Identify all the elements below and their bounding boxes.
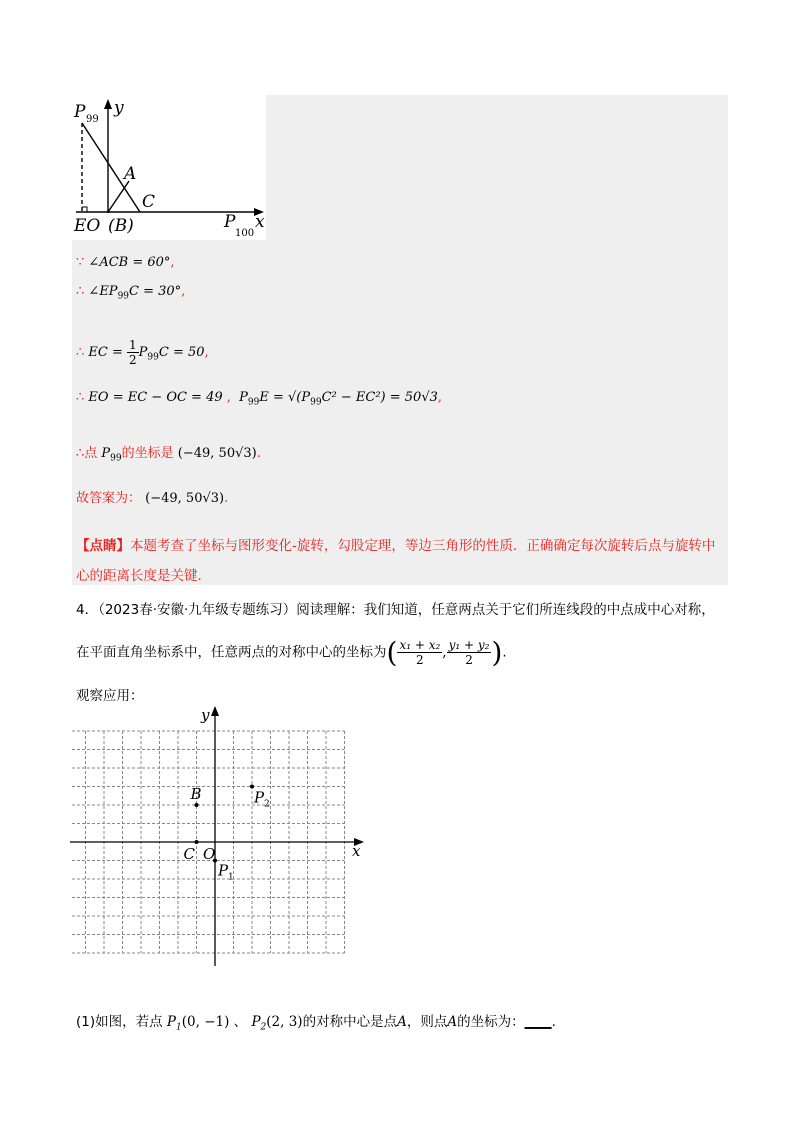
label-c: C <box>142 192 156 212</box>
label-p100: P <box>224 212 236 232</box>
hint-tag: 【点睛】 <box>76 538 130 554</box>
y-axis-arrow <box>211 706 219 716</box>
label-p2-sub: 2 <box>264 799 270 810</box>
label-x: x <box>255 212 265 232</box>
solution-line-4: ∴ EO = EC − OC = 49 , $P_{99}E = √(P_{99}C^2 - EC^2) = 50√3$, <box>76 390 443 408</box>
label-x: x <box>352 842 361 860</box>
solution-line-5: ∴点 $P_{99}$的坐标是 (−49, 50√3). <box>76 446 261 464</box>
label-y: y <box>201 706 210 724</box>
coordinate-grid-figure <box>70 704 370 966</box>
observe-label: 观察应用： <box>76 688 144 704</box>
label-p2: P <box>254 788 265 807</box>
label-p99: P <box>74 102 86 122</box>
point-c <box>195 840 199 844</box>
label-b: B <box>190 785 202 803</box>
label-a: A <box>124 164 137 184</box>
label-eo: EO <box>74 216 101 236</box>
label-b: (B) <box>108 216 134 236</box>
point-b <box>195 803 199 807</box>
label-p100-sub: 100 <box>235 228 255 239</box>
label-c: C <box>183 845 195 863</box>
question-4-line2: 在平面直角坐标系中，任意两点的对称中心的坐标为( $\frac{\text{x₁ + x₂}}{2}$ , $\frac{\text{y₁ + y₂}}{2}$ ). <box>76 636 507 669</box>
label-p1: P <box>218 861 229 880</box>
solution-line-3: ∴ EC = $\frac{1}{2}$ $P_{99}C = 50$, <box>76 338 209 367</box>
label-p1-sub: 1 <box>228 872 234 883</box>
answer-line: 故答案为： (−49, 50√3). <box>76 491 229 506</box>
label-y: y <box>114 98 124 118</box>
answer-blank[interactable]: ____ <box>524 1014 552 1030</box>
line-o-a <box>108 181 129 212</box>
label-p99-sub: 99 <box>86 114 99 125</box>
hint-text: 【点睛】本题考查了坐标与图形变化-旋转，勾股定理，等边三角形的性质．正确确定每次旋转后点与旋转中心的距离长度是关键. <box>76 538 716 584</box>
question-4-part1: (1)如图，若点 $P_1(0$, −1) 、 $P_2(2$, 3)的对称中心是点A，则点A的坐标为：____. <box>76 1014 556 1033</box>
solution-line-1: ∵ ∠ACB = 60°, <box>76 255 175 270</box>
rotation-figure <box>72 95 266 240</box>
question-4-intro: 4．（2023春·安徽·九年级专题练习）阅读理解：我们知道，任意两点关于它们所连线段的中点成中心对称， <box>76 602 715 618</box>
solution-line-2: ∴ $\angle EP_{99}C = 30^\circ$, <box>76 284 186 302</box>
label-o: O <box>203 845 216 863</box>
